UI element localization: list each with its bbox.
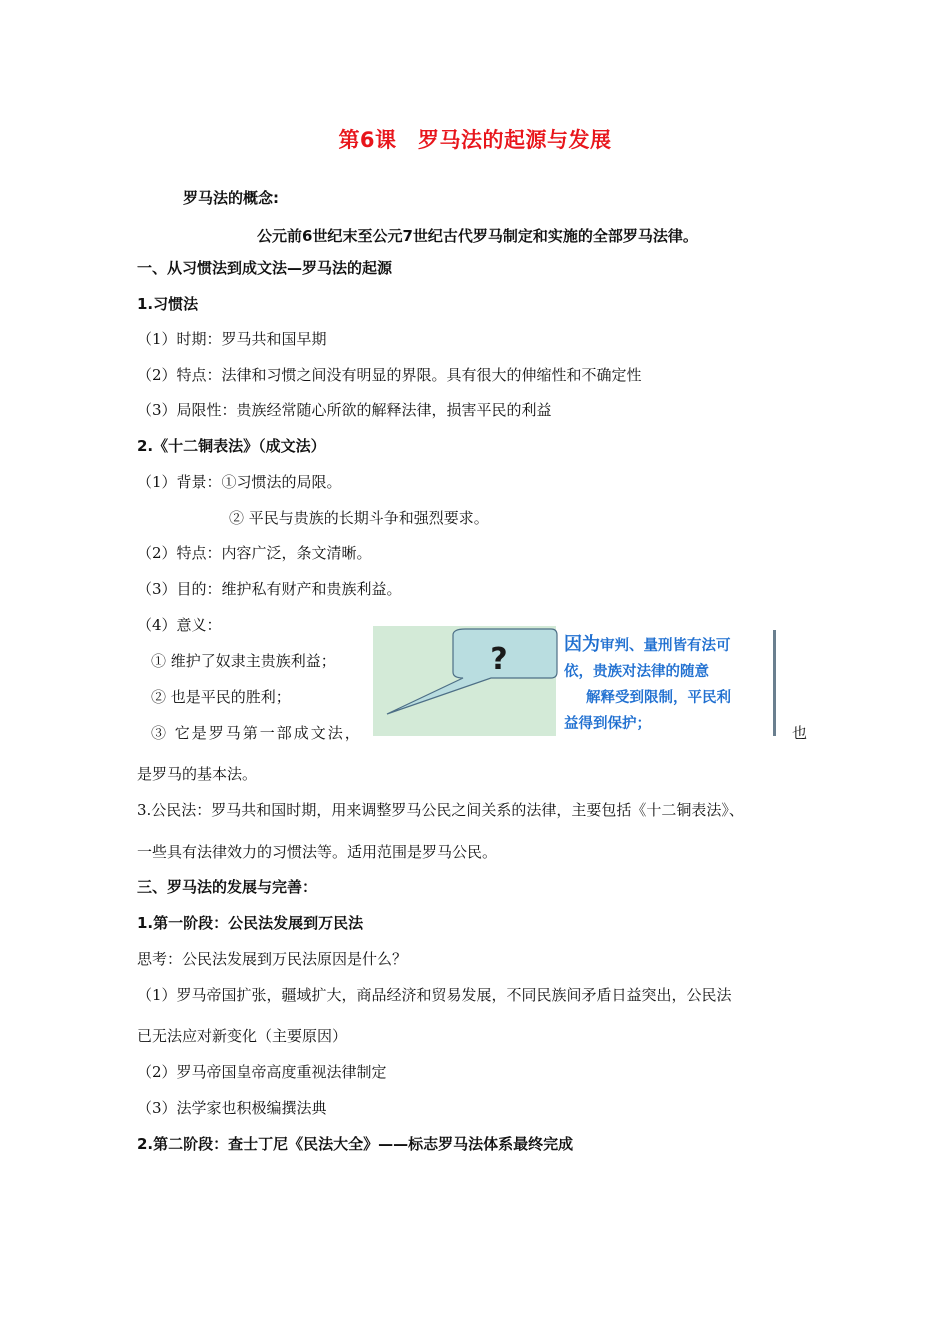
sub2-significance-3-cont: 是罗马的基本法。 [137, 765, 258, 783]
section3-heading: 三、罗马法的发展与完善： [137, 878, 318, 896]
sub2-significance-3: ③ 它是罗马第一部成文法， [151, 724, 362, 742]
sub3-line2: 一些具有法律效力的习惯法等。适用范围是罗马公民。 [137, 843, 498, 861]
figure-line3: 解释受到限制，平民利 [586, 690, 731, 706]
sub1-item-limitation: （3）局限性：贵族经常随心所欲的解释法律，损害平民的利益 [137, 401, 552, 419]
question-mark-icon: ? [490, 642, 508, 677]
stage1-question: 思考：公民法发展到万民法原因是什么？ [137, 950, 408, 968]
figure-line1-big: 因为 [564, 634, 600, 655]
section1-heading: 一、从习惯法到成文法—罗马法的起源 [137, 259, 393, 277]
sub3-line1: 3.公民法：罗马共和国时期，用来调整罗马公民之间关系的法律，主要包括《十二铜表法》、 [137, 801, 744, 819]
stage1-reason1-b: 已无法应对新变化（主要原因） [137, 1027, 348, 1045]
sub2-background-2: ② 平民与贵族的长期斗争和强烈要求。 [229, 509, 489, 527]
concept-definition: 公元前6世纪末至公元7世纪古代罗马制定和实施的全部罗马法律。 [257, 227, 698, 245]
figure-line1-rest: 审判、量刑皆有法可 [600, 638, 731, 654]
sub2-significance-2: ② 也是平民的胜利； [151, 688, 291, 706]
sub2-significance-label: （4）意义： [137, 616, 222, 634]
sub2-significance-3-tail: 也 [792, 724, 808, 742]
figure-line2: 依，贵族对法律的随意 [564, 664, 709, 680]
sub1-item-feature: （2）特点：法律和习惯之间没有明显的界限。具有很大的伸缩性和不确定性 [137, 366, 642, 384]
stage1-reason2: （2）罗马帝国皇帝高度重视法律制定 [137, 1063, 387, 1081]
stage1-reason1-a: （1）罗马帝国扩张，疆域扩大，商品经济和贸易发展，不同民族间矛盾日益突出，公民法 [137, 986, 732, 1004]
figure-edge-divider [773, 630, 776, 736]
page-title: 第6课 罗马法的起源与发展 [338, 128, 612, 152]
sub2-background-1: （1）背景：①习惯法的局限。 [137, 473, 342, 491]
figure-line4: 益得到保护； [564, 716, 651, 732]
sub2-significance-1: ① 维护了奴隶主贵族利益； [151, 652, 336, 670]
sub1-item-period: （1）时期：罗马共和国早期 [137, 330, 327, 348]
concept-label: 罗马法的概念: [183, 189, 279, 207]
sub2-heading: 2.《十二铜表法》（成文法） [137, 437, 326, 455]
figure-text [564, 632, 774, 737]
explanation-figure [373, 626, 775, 738]
sub2-purpose: （3）目的：维护私有财产和贵族利益。 [137, 580, 402, 598]
stage1-reason3: （3）法学家也积极编撰法典 [137, 1099, 327, 1117]
sub2-feature: （2）特点：内容广泛，条文清晰。 [137, 544, 372, 562]
stage1-heading: 1.第一阶段：公民法发展到万民法 [137, 914, 364, 932]
stage2-heading: 2.第二阶段：查士丁尼《民法大全》——标志罗马法体系最终完成 [137, 1135, 574, 1153]
sub1-heading: 1.习惯法 [137, 295, 199, 313]
